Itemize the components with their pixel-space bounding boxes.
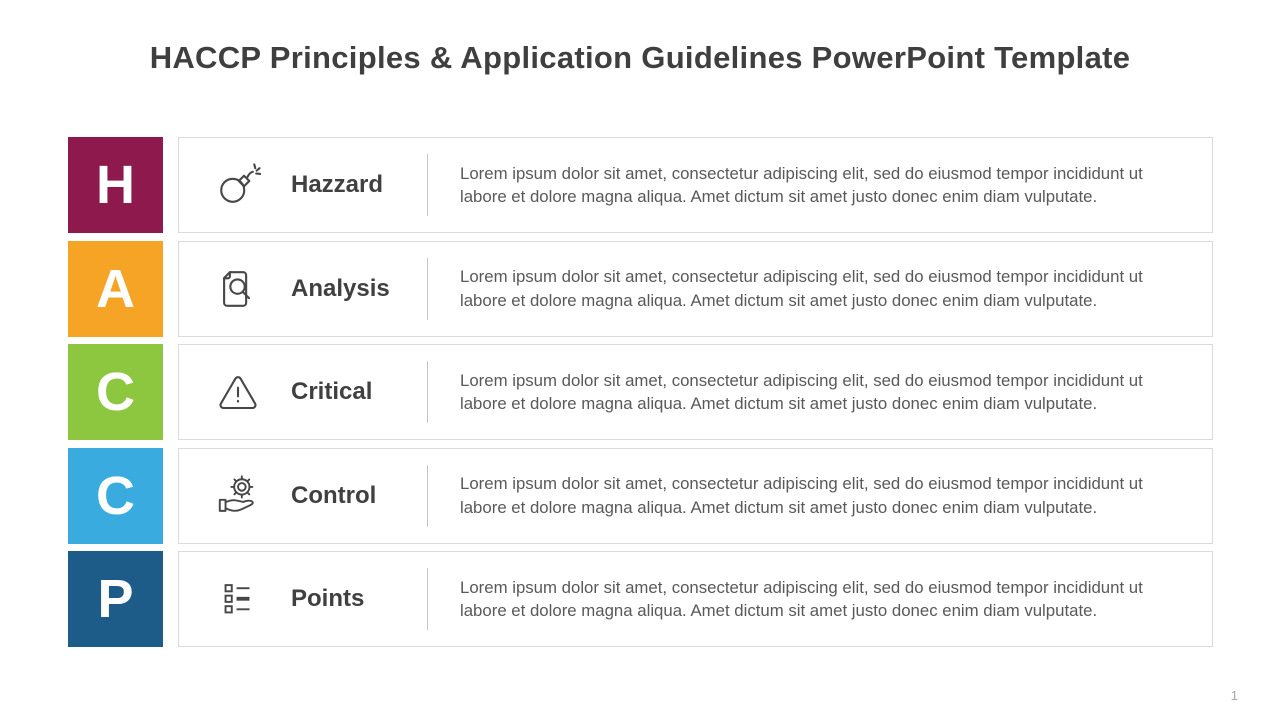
haccp-row-analysis <box>68 241 1213 337</box>
checklist-icon <box>215 576 261 622</box>
vertical-divider <box>427 361 428 423</box>
row-description: Lorem ipsum dolor sit amet, consectetur adipiscing elit, sed do eiusmod tempor incididunt ut labore et dolore magna aliqua. Amet dictum sit amet justo donec enim diam vulputate. <box>460 577 1143 620</box>
row-title-points: Points <box>291 585 365 612</box>
vertical-divider <box>427 465 428 527</box>
row-title-analysis: Analysis <box>291 274 390 302</box>
letter-c2: C <box>96 465 135 526</box>
row-title-control: Control <box>291 481 377 509</box>
row-description: Lorem ipsum dolor sit amet, consectetur adipiscing elit, sed do eiusmod tempor incididunt ut labore et dolore magna aliqua. Amet dictum sit amet justo donec enim diam vulputate. <box>460 163 1143 206</box>
letter-tile-p <box>68 551 163 647</box>
control-card <box>178 448 1213 544</box>
vertical-divider <box>427 258 428 320</box>
letter-h: H <box>96 155 135 215</box>
letter-c1: C <box>96 362 135 422</box>
hazzard-card <box>178 137 1213 233</box>
document-search-icon <box>215 266 261 312</box>
letter-tile-c1 <box>68 344 163 440</box>
haccp-row-critical <box>68 344 1213 440</box>
haccp-row-control <box>68 448 1213 544</box>
critical-card <box>178 344 1213 440</box>
vertical-divider <box>427 568 428 630</box>
letter-p: P <box>97 569 134 629</box>
page-title: HACCP Principles & Application Guidelines PowerPoint Template <box>149 40 1131 75</box>
bomb-icon <box>215 162 261 208</box>
gear-hand-icon <box>215 473 261 519</box>
row-description: Lorem ipsum dolor sit amet, consectetur adipiscing elit, sed do eiusmod tempor incididunt ut labore et dolore magna aliqua. Amet dictum sit amet justo donec enim diam vulputate. <box>460 267 1143 310</box>
letter-tile-c2 <box>68 448 163 544</box>
letter-tile-h <box>68 137 163 233</box>
vertical-divider <box>427 154 428 216</box>
haccp-rows <box>68 137 1213 655</box>
haccp-row-points <box>68 551 1213 647</box>
row-title-hazzard: Hazzard <box>291 171 384 198</box>
letter-tile-a <box>68 241 163 337</box>
row-title-critical: Critical <box>291 378 373 405</box>
analysis-card <box>178 241 1213 337</box>
warning-triangle-icon <box>215 369 261 415</box>
row-description: Lorem ipsum dolor sit amet, consectetur adipiscing elit, sed do eiusmod tempor incididunt ut labore et dolore magna aliqua. Amet dictum sit amet justo donec enim diam vulputate. <box>460 474 1143 517</box>
letter-a: A <box>96 258 135 319</box>
points-card <box>178 551 1213 647</box>
page-number: 1 <box>1230 688 1238 703</box>
haccp-row-hazzard <box>68 137 1213 233</box>
row-description: Lorem ipsum dolor sit amet, consectetur adipiscing elit, sed do eiusmod tempor incididunt ut labore et dolore magna aliqua. Amet dictum sit amet justo donec enim diam vulputate. <box>460 370 1143 413</box>
